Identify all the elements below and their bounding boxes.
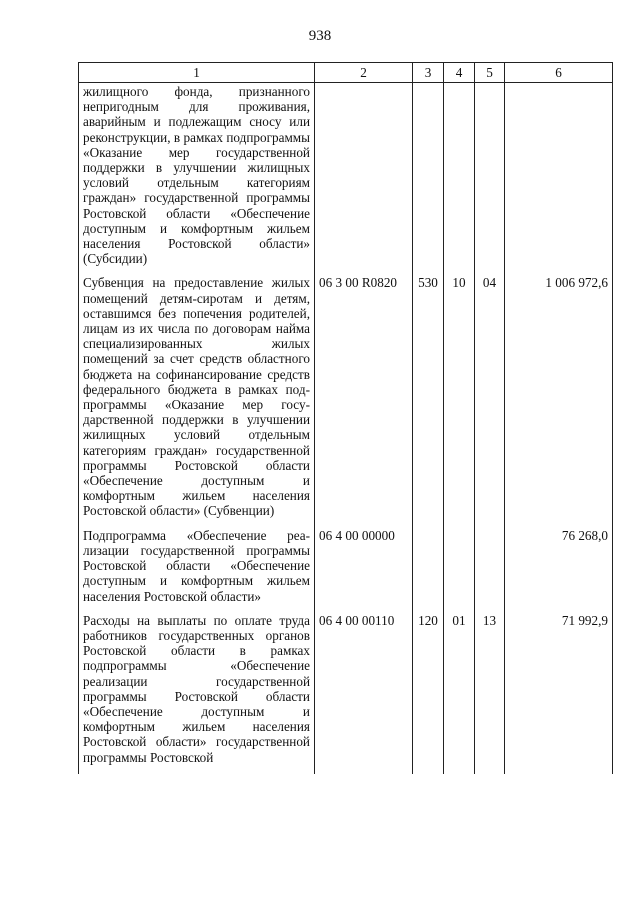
row-col5: [475, 83, 505, 276]
column-header: 1: [79, 63, 315, 83]
column-header: 2: [315, 63, 413, 83]
row-col5: [475, 528, 505, 613]
row-name: Расходы на выплаты по оплате труда работников государственных органов Ростовской области в рамках подпрограммы «Обеспечение реализации государственной программы Ростовской области «Обеспечение доступным и комфортным жильем населения Ростовской области» государственной программы Ростовской: [79, 613, 315, 774]
row-col3: [413, 528, 444, 613]
row-col5: 04: [475, 275, 505, 527]
budget-table: [78, 62, 613, 774]
column-header: 3: [413, 63, 444, 83]
row-col4: 01: [444, 613, 475, 774]
row-amount: 71 992,9: [505, 613, 613, 774]
row-col4: [444, 528, 475, 613]
column-header: 4: [444, 63, 475, 83]
column-header: 5: [475, 63, 505, 83]
row-code: [315, 83, 413, 276]
row-col3: 120: [413, 613, 444, 774]
row-amount: 1 006 972,6: [505, 275, 613, 527]
row-code: 06 4 00 00110: [315, 613, 413, 774]
row-col4: [444, 83, 475, 276]
row-code: 06 3 00 R0820: [315, 275, 413, 527]
row-name: жилищного фонда, признанного непригодным для проживания, аварийным и подлежащим сносу или реконструкции, в рамках подпрограммы «Оказание мер государственной поддержки в улучшении жилищных условий отдельным категориям граждан» государственной программы Ростовской области «Обеспечение доступным и комфортным жильем населения Ростовской области» (Субсидии): [79, 83, 315, 276]
column-header: 6: [505, 63, 613, 83]
table-row: [79, 83, 613, 276]
row-amount: [505, 83, 613, 276]
row-col5: 13: [475, 613, 505, 774]
row-col3: [413, 83, 444, 276]
page-number: 938: [308, 28, 332, 44]
row-code: 06 4 00 00000: [315, 528, 413, 613]
row-name: Подпрограмма «Обеспечение реализации государственной программы Ростовской области «Обеспечение доступным и комфортным жильем населения Ростовской области»: [79, 528, 315, 613]
table-header-row: [79, 63, 613, 83]
row-col3: 530: [413, 275, 444, 527]
table-row: [79, 613, 613, 774]
table-row: [79, 528, 613, 613]
table-row: [79, 275, 613, 527]
row-amount: 76 268,0: [505, 528, 613, 613]
row-name: Субвенция на предоставление жилых помещений детям-сиротам и детям, оставшимся без попечения родителей, лицам из их числа по договорам найма специализированных жилых помещений за счет средств областного бюджета на софинансирование средств федерального бюджета в рамках подпрограммы «Оказание мер государственной поддержки в улучшении жилищных условий отдельным категориям граждан» государственной программы Ростовской области «Обеспечение доступным и комфортным жильем населения Ростовской области» (Субвенции): [79, 275, 315, 527]
row-col4: 10: [444, 275, 475, 527]
